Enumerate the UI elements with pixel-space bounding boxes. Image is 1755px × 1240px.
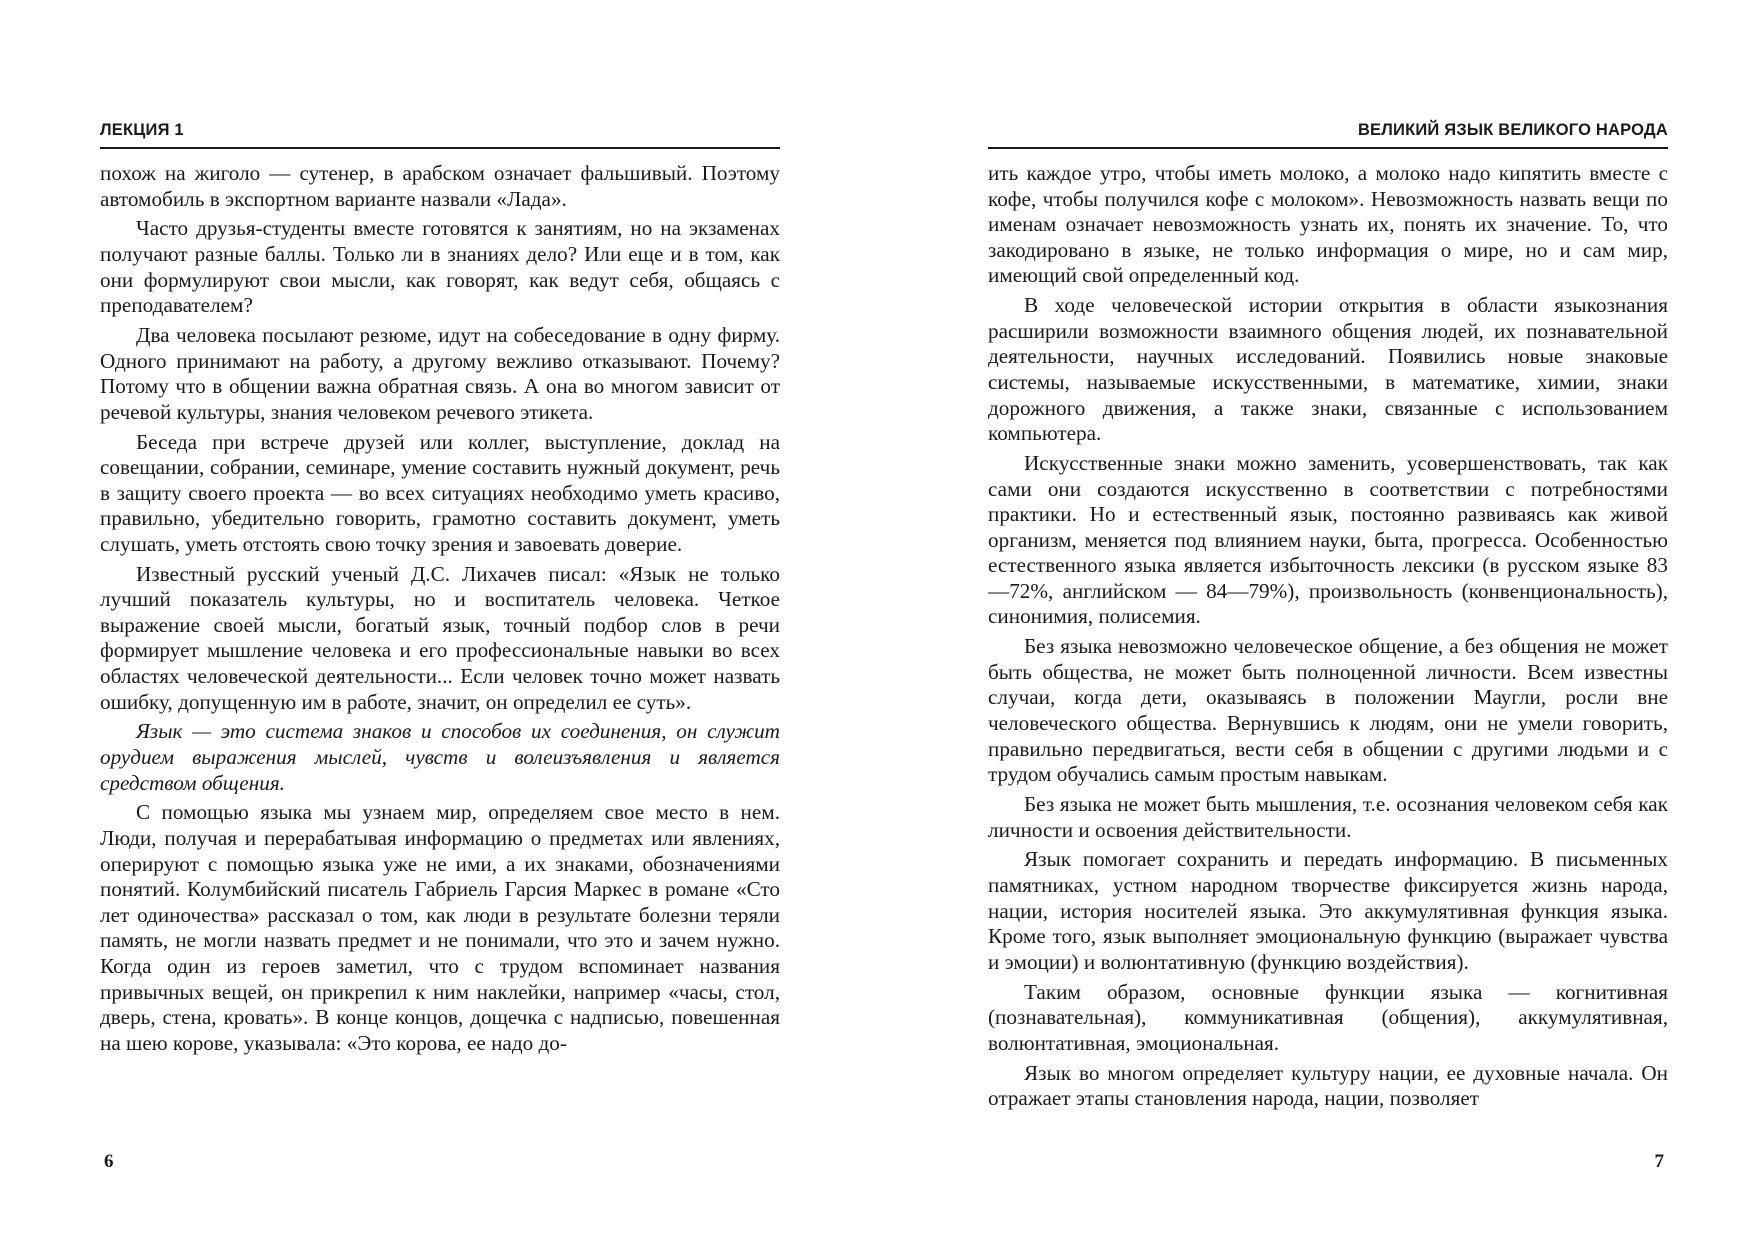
left-running-head: ЛЕКЦИЯ 1 (100, 121, 184, 139)
right-text-block (988, 161, 1668, 1116)
right-paragraph-5: Без языка не может быть мышления, т.е. осознания человеком себя как личности и освоения действительности. (988, 792, 1668, 842)
right-paragraph-8: Язык во многом определяет культуру нации, ее духовные начала. Он отражает этапы становления народа, нации, позволяет (988, 1060, 1668, 1111)
left-paragraph-2: Часто друзья-студенты вместе готовятся к занятиям, но на экзаменах получают разные баллы. Только ли в знаниях дело? Или еще и в том, как они формулируют свои мысли, как говорят, как ведут себя, общаясь с преподавателем? (100, 216, 780, 318)
right-paragraph-2: В ходе человеческой истории открытия в области языкознания расширили возможности взаимного общения людей, их познавательной деятельности, научных исследований. Появились новые знаковые системы, называемые искусственными, в математике, химии, знаки дорожного движения, а также знаки, связанные с использованием компьютера. (988, 293, 1668, 446)
right-page (988, 0, 1668, 1240)
right-page-number: 7 (1654, 1151, 1664, 1172)
left-page (100, 0, 780, 1240)
left-paragraph-5: Известный русский ученый Д.С. Лихачев писал: «Язык не только лучший показатель культуры, но и воспитатель человека. Четкое выражение своей мысли, богатый язык, точный подбор слов в речи формирует мышление человека и его профессиональные навыки во всех областях человеческой деятельности... Если человек точно может назвать ошибку, допущенную им в работе, значит, он определил ее суть». (100, 561, 780, 714)
right-paragraph-7: Таким образом, основные функции языка — когнитивная (познавательная), коммуникативная (общения), аккумулятивная, волюнтативная, эмоциональная. (988, 979, 1668, 1055)
right-paragraph-6: Язык помогает сохранить и передать информацию. В письменных памятниках, устном народном творчестве фиксируется жизнь народа, нации, история носителей языка. Это аккумулятивная функция языка. Кроме того, язык выполняет эмоциональную функцию (выражает чувства и эмоции) и волюнтативную (функцию воздействия). (988, 847, 1668, 974)
left-paragraph-3: Два человека посылают резюме, идут на собеседование в одну фирму. Одного принимают на работу, а другому вежливо отказывают. Почему? Потому что в общении важна обратная связь. А она во многом зависит от речевой культуры, знания человеком речевого этикета. (100, 322, 780, 424)
left-text-block (100, 161, 780, 1061)
right-paragraph-3: Искусственные знаки можно заменить, усовершенствовать, так как сами они создаются искусственно в соответствии с потребностями практики. Но и естественный язык, постоянно развиваясь как живой организм, меняется под влиянием науки, быта, прогресса. Особенностью естественного языка является избыточность лексики (в русском языке 83—72%, английском — 84—79%), произвольность (конвенциональность), синонимия, полисемия. (988, 450, 1668, 629)
right-running-head: ВЕЛИКИЙ ЯЗЫК ВЕЛИКОГО НАРОДА (1357, 121, 1668, 139)
right-paragraph-4: Без языка невозможно человеческое общение, а без общения не может быть общества, не может быть полноценной личности. Всем известны случаи, когда дети, оказываясь в положении Маугли, росли вне человеческого общества. Вернувшись к людям, они не умели говорить, правильно передвигаться, вести себя в общении с другими людьми и с трудом обучались самым простым навыкам. (988, 634, 1668, 787)
left-definition-paragraph: Язык — это система знаков и способов их соединения, он служит орудием выражения мыслей, чувств и волеизъявления и является средством общения. (100, 719, 780, 795)
left-header-rule (100, 147, 780, 149)
left-paragraph-4: Беседа при встрече друзей или коллег, выступление, доклад на совещании, собрании, семинаре, умение составить нужный документ, речь в защиту своего проекта — во всех ситуациях необходимо уметь красиво, правильно, убедительно говорить, грамотно составить документ, уметь слушать, уметь отстоять свою точку зрения и завоевать доверие. (100, 429, 780, 556)
left-paragraph-1: похож на жиголо — сутенер, в арабском означает фальшивый. Поэтому автомобиль в экспортном варианте назвали «Лада». (100, 161, 780, 211)
left-page-number: 6 (104, 1151, 114, 1172)
right-paragraph-1: ить каждое утро, чтобы иметь молоко, а молоко надо кипятить вместе с кофе, чтобы получился кофе с молоком». Невозможность назвать вещи по именам означает невозможность узнать их, понять их значение. То, что закодировано в языке, не только информация о мире, но и сам мир, имеющий свой определенный код. (988, 161, 1668, 288)
left-paragraph-7: С помощью языка мы узнаем мир, определяем свое место в нем. Люди, получая и перерабатывая информацию о предметах или явлениях, оперируют с помощью языка уже не ими, а их знаками, обозначениями понятий. Колумбийский писатель Габриель Гарсия Маркес в романе «Сто лет одиночества» рассказал о том, как люди в результате болезни теряли память, не могли назвать предмет и не понимали, что это и зачем нужно. Когда один из героев заметил, что с трудом вспоминает названия привычных вещей, он прикрепил к ним наклейки, например «часы, стол, дверь, стена, кровать». В конце концов, дощечка с надписью, повешенная на шею корове, указывала: «Это корова, ее надо до- (100, 800, 780, 1055)
right-header-rule (988, 147, 1668, 149)
